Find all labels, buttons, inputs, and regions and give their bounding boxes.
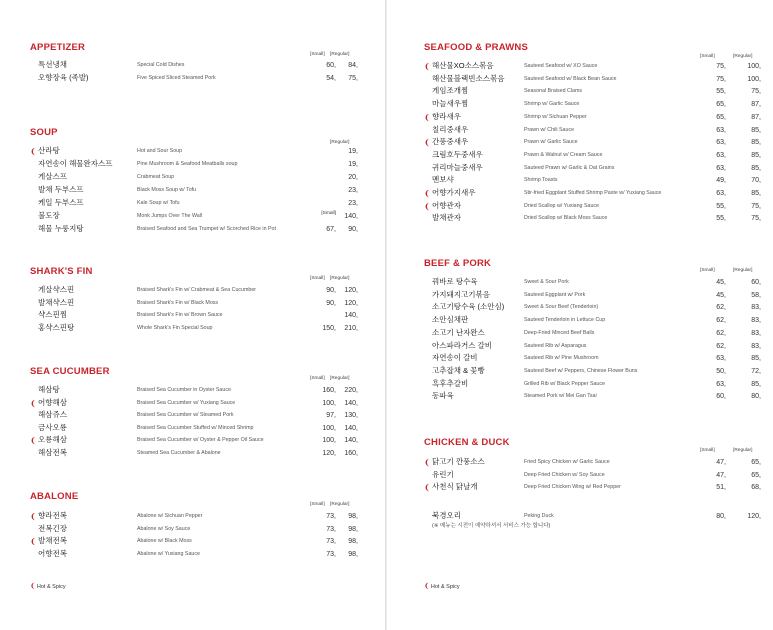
price-regular: 85, <box>751 380 761 388</box>
price-regular: 130, <box>344 412 358 419</box>
dish-name-english: Pine Mushroom & Seafood Meatballs soup <box>137 161 238 167</box>
column-header-regular: [Regular] <box>733 54 753 59</box>
dish-name-korean: 발채전복 <box>38 536 67 545</box>
column-header-small: [Small] <box>310 502 325 507</box>
dish-name-english: Prawn w/ Chili Sauce <box>524 126 575 133</box>
price-small: 160, <box>322 387 336 394</box>
menu-item <box>30 172 360 184</box>
dish-name-korean: 샥스핀찜 <box>38 310 67 319</box>
price-small: 47, <box>716 459 726 466</box>
price-small: 73, <box>326 513 336 520</box>
dish-name-korean: 금사오룡 <box>38 422 67 432</box>
column-header-regular: [Regular] <box>330 276 350 281</box>
dish-name-korean: 칠리중새우 <box>432 124 469 134</box>
menu-item <box>30 224 360 236</box>
price-small: 73, <box>326 525 336 533</box>
dish-name-korean: 아스파라거스 갈비 <box>432 340 493 350</box>
price-regular: 98, <box>348 513 358 520</box>
menu-item <box>30 285 360 297</box>
menu-item <box>424 327 761 340</box>
dish-name-english: Sauteed Rib w/ Asparagus <box>524 342 587 349</box>
price-regular: 65, <box>751 471 761 479</box>
menu-item <box>424 111 761 124</box>
price-regular: 58, <box>751 291 761 299</box>
menu-item <box>30 511 360 523</box>
price-small: 62, <box>716 304 726 312</box>
price-small: 73, <box>326 550 336 558</box>
price-regular: 87, <box>751 113 761 121</box>
price-small: 63, <box>716 190 726 197</box>
dish-name-english: Abalone w/ Soy Sauce <box>137 525 191 532</box>
dish-name-english: Braised Shark's Fin w/ Black Moss <box>137 299 219 306</box>
dish-name-korean: 홍샥스핀탕 <box>38 322 75 332</box>
dish-name-english: Sauteed Tenderloin in Lettuce Cup <box>524 317 606 324</box>
price-regular: 160, <box>344 449 358 457</box>
section-title: BEEF & PORK <box>424 258 492 269</box>
dish-name-korean: 어향전복 <box>38 548 67 558</box>
price-regular: 85, <box>751 164 761 172</box>
price-regular: 80, <box>751 393 761 401</box>
dish-name-korean: 간풍중새우 <box>432 137 469 147</box>
menu-item <box>30 146 360 158</box>
chili-pepper-icon: ❨ <box>424 112 431 122</box>
dish-name-korean: 어향관자 <box>432 200 461 210</box>
price-regular: 23, <box>348 200 358 207</box>
dish-name-english: Dried Scallop w/ Yuxiang Sauce <box>524 202 599 209</box>
dish-name-english: Stir-fried Eggplant Stuffed Shrimp Paste w/ Yuxiang Sauce <box>524 190 662 196</box>
dish-name-korean: 어향가지새우 <box>432 188 476 197</box>
price-regular: 85, <box>751 139 761 147</box>
dish-name-english: Sweet & Sour Pork <box>524 279 569 285</box>
dish-name-english: Steamed Sea Cucumber & Abalone <box>137 449 221 456</box>
price-regular: 85, <box>751 126 761 134</box>
dish-name-english: Fried Spicy Chicken w/ Garlic Sauce <box>524 459 610 465</box>
column-header-small: [Small] <box>310 276 325 281</box>
menu-item <box>30 159 360 171</box>
price-small: 65, <box>716 101 726 109</box>
dish-name-korean: 닭고기 깐풍소스 <box>432 457 485 466</box>
price-small: 97, <box>326 412 336 419</box>
price-small: 63, <box>716 355 726 363</box>
price-regular: 140, <box>344 437 358 444</box>
dish-name-english: Sauteed Seafood w/ Black Bean Sauce <box>524 75 617 82</box>
column-header-regular: [Regular] <box>330 52 350 57</box>
price-regular: 70, <box>751 177 761 185</box>
price-regular: 65, <box>751 459 761 466</box>
price-small: 120, <box>322 449 336 457</box>
dish-name-english: Grilled Rib w/ Black Pepper Sauce <box>524 380 605 387</box>
dish-name-korean: 발채샥스핀 <box>38 297 75 307</box>
dish-name-korean: 게살스프 <box>38 172 67 181</box>
price-small: 54, <box>326 74 336 82</box>
dish-name-english: Dried Scallop w/ Black Moss Sauce <box>524 215 608 222</box>
section-title: CHICKEN & DUCK <box>424 437 510 448</box>
dish-name-korean: 꿔바로 탕수육 <box>432 277 478 286</box>
dish-name-english: Steamed Pork w/ Mei Gan Tsai <box>524 393 597 400</box>
price-regular: 23, <box>348 187 358 194</box>
dish-name-korean: 자연송이 갈비 <box>432 353 478 363</box>
price-regular: 220, <box>344 387 358 394</box>
dish-name-english: Crabmeat Soup <box>137 174 175 180</box>
dish-name-english: Deep-Fried Minced Beef Balls <box>524 329 595 336</box>
price-regular: 100, <box>747 75 761 83</box>
dish-name-korean: 오룡해삼 <box>38 435 67 444</box>
chili-pepper-icon: ❨ <box>424 138 431 148</box>
price-regular: 84, <box>348 62 358 69</box>
dish-name-english: Abalone w/ Sichuan Pepper <box>137 513 203 519</box>
price-regular: 60, <box>751 279 761 286</box>
column-header-small: [Small] <box>700 54 715 59</box>
dish-name-korean: 해삼전복 <box>38 447 67 457</box>
price-regular: 140, <box>344 312 358 319</box>
dish-name-korean: 유린기 <box>432 469 454 479</box>
price-regular: 120, <box>344 299 358 307</box>
menu-item <box>424 457 761 469</box>
dish-name-korean: 오향장육 (족발) <box>38 72 89 82</box>
price-small: 45, <box>716 279 726 286</box>
price-small: 73, <box>326 538 336 545</box>
price-small: 63, <box>716 139 726 147</box>
menu-item <box>424 175 761 187</box>
dish-name-korean: 특선냉채 <box>38 60 67 69</box>
price-regular: 100, <box>747 63 761 70</box>
chili-pepper-icon: ❨ <box>30 583 36 590</box>
right-menu-page <box>387 0 773 630</box>
menu-item <box>30 549 360 561</box>
price-regular: 98, <box>348 538 358 545</box>
chili-pepper-icon: ❨ <box>30 147 37 156</box>
price-small: 63, <box>716 151 726 159</box>
section-title: SOUP <box>30 127 58 138</box>
price-regular: 140, <box>344 213 358 220</box>
menu-item <box>424 137 761 149</box>
dish-name-english: Sauteed Beef w/ Peppers, Chinese Flower Buns <box>524 367 638 374</box>
dish-name-korean: 소고기탕수육 (소안심) <box>432 302 505 312</box>
price-regular: 83, <box>751 342 761 350</box>
price-small: 50, <box>716 367 726 375</box>
price-small: 63, <box>716 126 726 134</box>
chili-pepper-icon: ❨ <box>424 458 431 467</box>
dish-name-english: Deep Fried Chicken w/ Soy Sauce <box>524 471 605 478</box>
menu-item <box>424 162 761 175</box>
dish-name-english: Kale Soup w/ Tofu <box>137 200 180 206</box>
dish-name-english: Monk Jumps Over The Wall <box>137 213 203 219</box>
column-header-small: [Small] <box>700 268 715 273</box>
dish-name-english: Braised Sea Cucumber Stuffed w/ Minced Shrimp <box>137 424 254 431</box>
menu-item <box>424 149 761 162</box>
price-small: 63, <box>716 380 726 388</box>
dish-name-english: Prawn & Walnut w/ Cream Sauce <box>524 151 603 158</box>
left-menu-page <box>0 0 385 630</box>
dish-name-english: Abalone w/ Black Moss <box>137 538 192 544</box>
menu-item <box>30 423 360 435</box>
price-regular: 120, <box>747 512 761 520</box>
price-small: [Small] <box>321 211 336 216</box>
price-regular: 140, <box>344 399 358 407</box>
price-regular: 90, <box>348 226 358 233</box>
dish-name-english: Sauteed Prawn w/ Garlic & Oat Grains <box>524 164 615 171</box>
dish-name-korean: 어향해삼 <box>38 397 67 407</box>
dish-name-english: Braised Sea Cucumber in Oyster Sauce <box>137 387 231 393</box>
price-small: 75, <box>716 63 726 70</box>
chili-pepper-icon: ❨ <box>30 398 37 408</box>
dish-name-korean: 흑후추갈비 <box>432 378 469 388</box>
menu-item <box>30 323 360 335</box>
price-regular: 140, <box>344 424 358 432</box>
dish-name-english: Five Spiced Sliced Steamed Pork <box>137 74 216 81</box>
price-regular: 19, <box>348 161 358 168</box>
dish-name-english: Sauteed Seafood w/ XO Sauce <box>524 63 598 69</box>
section-title: SEAFOOD & PRAWNS <box>424 42 529 53</box>
price-regular: 120, <box>344 287 358 294</box>
dish-name-korean: 게살샥스핀 <box>38 285 75 294</box>
section-title: APPETIZER <box>30 42 86 53</box>
price-regular: 68, <box>751 484 761 491</box>
dish-name-korean: 게임조개찜 <box>432 86 469 96</box>
price-small: 65, <box>716 113 726 121</box>
menu-item <box>424 340 761 353</box>
price-small: 90, <box>326 287 336 294</box>
section-title: ABALONE <box>30 491 79 502</box>
dish-name-english: Black Moss Soup w/ Tofu <box>137 187 197 193</box>
menu-item <box>424 365 761 378</box>
dish-name-korean: 가지돼지고기볶음 <box>432 289 490 299</box>
dish-name-english: Deep Fried Chicken Wing w/ Red Pepper <box>524 484 621 490</box>
chili-pepper-icon: ❨ <box>424 483 431 492</box>
dish-name-korean: 소안심채판 <box>432 315 469 325</box>
dish-name-english: Shrimp w/ Garlic Sauce <box>524 101 580 108</box>
dish-name-english: Braised Seafood and Sea Trumpet w/ Scorched Rice in Pot <box>137 226 276 232</box>
dish-name-english: Braised Shark's Fin w/ Brown Sauce <box>137 312 223 318</box>
chili-pepper-icon: ❨ <box>30 512 37 521</box>
price-regular: 83, <box>751 329 761 337</box>
chili-pepper-icon: ❨ <box>424 201 431 211</box>
price-small: 80, <box>716 512 726 520</box>
price-small: 47, <box>716 471 726 479</box>
menu-item <box>424 315 761 327</box>
price-small: 90, <box>326 299 336 307</box>
price-small: 150, <box>322 324 336 332</box>
price-regular: 85, <box>751 190 761 197</box>
dish-name-english: Seasonal Braised Clams <box>524 88 582 95</box>
menu-item <box>424 99 761 111</box>
menu-item <box>30 185 360 197</box>
menu-item <box>424 482 761 494</box>
dish-name-english: Prawn w/ Garlic Sauce <box>524 139 578 146</box>
dish-name-english: Special Cold Dishes <box>137 62 185 68</box>
menu-item <box>424 86 761 98</box>
dish-name-korean: 고추잡채 & 꽃빵 <box>432 365 485 375</box>
dish-name-english: Braised Sea Cucumber w/ Oyster & Pepper Oil Sauce <box>137 437 264 443</box>
column-header-regular: [Regular] <box>733 268 753 273</box>
dish-name-english: Peking Duck <box>524 512 554 519</box>
price-regular: 83, <box>751 304 761 312</box>
dish-name-korean: 멘보샤 <box>432 175 454 185</box>
legend-right: ❨Hot & Spicy <box>424 583 460 590</box>
price-regular: 75, <box>348 74 358 82</box>
dish-name-korean: 귀리마늘중새우 <box>432 162 483 172</box>
dish-name-korean: 해물 누룽지탕 <box>38 224 84 233</box>
dish-name-english: Shrimp w/ Sichuan Pepper <box>524 113 587 120</box>
price-small: 49, <box>716 177 726 185</box>
dish-name-korean: 해삼쥬스 <box>38 410 67 419</box>
dish-name-korean: 산라탕 <box>38 146 60 155</box>
menu-item <box>30 298 360 310</box>
menu-item <box>424 213 761 225</box>
price-regular: 85, <box>751 151 761 159</box>
dish-name-korean: 발채관자 <box>432 213 461 223</box>
price-regular: 20, <box>348 174 358 181</box>
menu-item <box>424 73 761 86</box>
column-header-small: [Small] <box>310 376 325 381</box>
menu-item <box>30 198 360 210</box>
menu-item <box>30 536 360 548</box>
menu-item <box>424 353 761 365</box>
price-small: 60, <box>716 393 726 401</box>
dish-name-korean: 크림호두중새우 <box>432 149 483 159</box>
dish-name-english: Shrimp Toasts <box>524 177 558 184</box>
chili-pepper-icon: ❨ <box>424 189 431 198</box>
dish-name-english: Braised Sea Cucumber w/ Yuxiang Sauce <box>137 399 236 406</box>
price-regular: 98, <box>348 525 358 533</box>
dish-name-korean: 사천식 닭날개 <box>432 482 478 491</box>
column-header-small: [Small] <box>310 52 325 57</box>
menu-item <box>424 200 761 213</box>
price-small: 75, <box>716 75 726 83</box>
price-small: 62, <box>716 329 726 337</box>
dish-name-english: Sweet & Sour Beef (Tenderloin) <box>524 304 599 311</box>
column-header-regular: [Regular] <box>330 376 350 381</box>
price-regular: 210, <box>344 324 358 332</box>
menu-item <box>424 61 761 73</box>
menu-item <box>30 385 360 397</box>
dish-name-korean: 해산물블랙빈소스볶음 <box>432 73 505 83</box>
dish-name-english: Braised Shark's Fin w/ Crabmeat & Sea Cucumber <box>137 287 257 293</box>
menu-item <box>30 435 360 447</box>
menu-item <box>424 124 761 137</box>
dish-name-korean: 소고기 난자완스 <box>432 327 485 337</box>
dish-name-korean: 전복긴장 <box>38 523 67 533</box>
dish-name-korean: 해산물XO소스볶음 <box>432 61 494 70</box>
dish-name-english: Abalone w/ Yuxiang Sauce <box>137 550 200 557</box>
price-small: 100, <box>322 399 336 407</box>
dish-name-korean: 불도장 <box>38 211 60 220</box>
dish-name-korean: 마늘새우찜 <box>432 99 469 109</box>
column-header-small: [Small] <box>700 448 715 453</box>
dish-name-english: Hot and Sour Soup <box>137 148 183 154</box>
price-small: 55, <box>716 202 726 210</box>
column-header-regular: [Regular] <box>330 502 350 507</box>
menu-item <box>424 378 761 391</box>
menu-item <box>424 391 761 403</box>
dish-name-korean: 발채 두부스프 <box>38 185 84 194</box>
menu-item <box>30 410 360 422</box>
price-small: 100, <box>322 437 336 444</box>
legend-left: ❨Hot & Spicy <box>30 583 66 590</box>
chili-pepper-icon: ❨ <box>30 537 37 546</box>
price-small: 51, <box>716 484 726 491</box>
menu-item <box>30 60 360 72</box>
menu-item <box>424 289 761 302</box>
section-title: SHARK'S FIN <box>30 266 93 277</box>
menu-item <box>30 398 360 410</box>
menu-item <box>424 469 761 482</box>
menu-item <box>30 448 360 460</box>
menu-item <box>30 211 360 223</box>
dish-name-korean: 해삼탕 <box>38 385 60 394</box>
price-small: 100, <box>322 424 336 432</box>
menu-item <box>424 188 761 200</box>
dish-name-english: Whole Shark's Fin Special Soup <box>137 324 213 331</box>
price-regular: 85, <box>751 355 761 363</box>
menu-item <box>30 524 360 536</box>
dish-name-korean: 북경오리 <box>432 510 461 520</box>
menu-item <box>30 73 360 85</box>
price-regular: 75, <box>751 88 761 96</box>
menu-item <box>30 310 360 322</box>
dish-name-korean: 자연송이 해물완자스프 <box>38 159 113 168</box>
dish-name-korean: 동파육 <box>432 391 454 401</box>
section-title: SEA CUCUMBER <box>30 366 110 377</box>
price-small: 60, <box>326 62 336 69</box>
reservation-note: (※ 메뉴는 시전이 예약하셔서 서비스 가능 합니다) <box>432 523 551 529</box>
dish-name-korean: 향라전복 <box>38 511 67 520</box>
dish-name-english: Sauteed Eggplant w/ Pork <box>524 291 586 298</box>
price-small: 67, <box>326 226 336 233</box>
price-regular: 75, <box>751 215 761 223</box>
dish-name-korean: 향라새우 <box>432 111 461 121</box>
price-regular: 83, <box>751 317 761 325</box>
menu-item <box>424 277 761 289</box>
dish-name-english: Braised Sea Cucumber w/ Steamed Pork <box>137 412 234 418</box>
dish-name-english: Sauteed Rib w/ Pine Mushroom <box>524 355 599 362</box>
price-small: 62, <box>716 317 726 325</box>
price-regular: 19, <box>348 148 358 155</box>
chili-pepper-icon: ❨ <box>30 436 37 445</box>
chili-pepper-icon: ❨ <box>424 62 431 71</box>
price-regular: 87, <box>751 101 761 109</box>
price-regular: 72, <box>751 367 761 375</box>
price-regular: 98, <box>348 550 358 558</box>
price-small: 45, <box>716 291 726 299</box>
price-small: 63, <box>716 164 726 172</box>
price-small: 55, <box>716 215 726 223</box>
price-small: 55, <box>716 88 726 96</box>
menu-item <box>424 302 761 314</box>
column-header-regular: [Regular] <box>733 448 753 453</box>
column-header-regular: [Regular] <box>330 140 350 145</box>
chili-pepper-icon: ❨ <box>424 583 430 590</box>
price-small: 62, <box>716 342 726 350</box>
price-regular: 75, <box>751 202 761 210</box>
dish-name-korean: 케일 두부스프 <box>38 198 84 207</box>
